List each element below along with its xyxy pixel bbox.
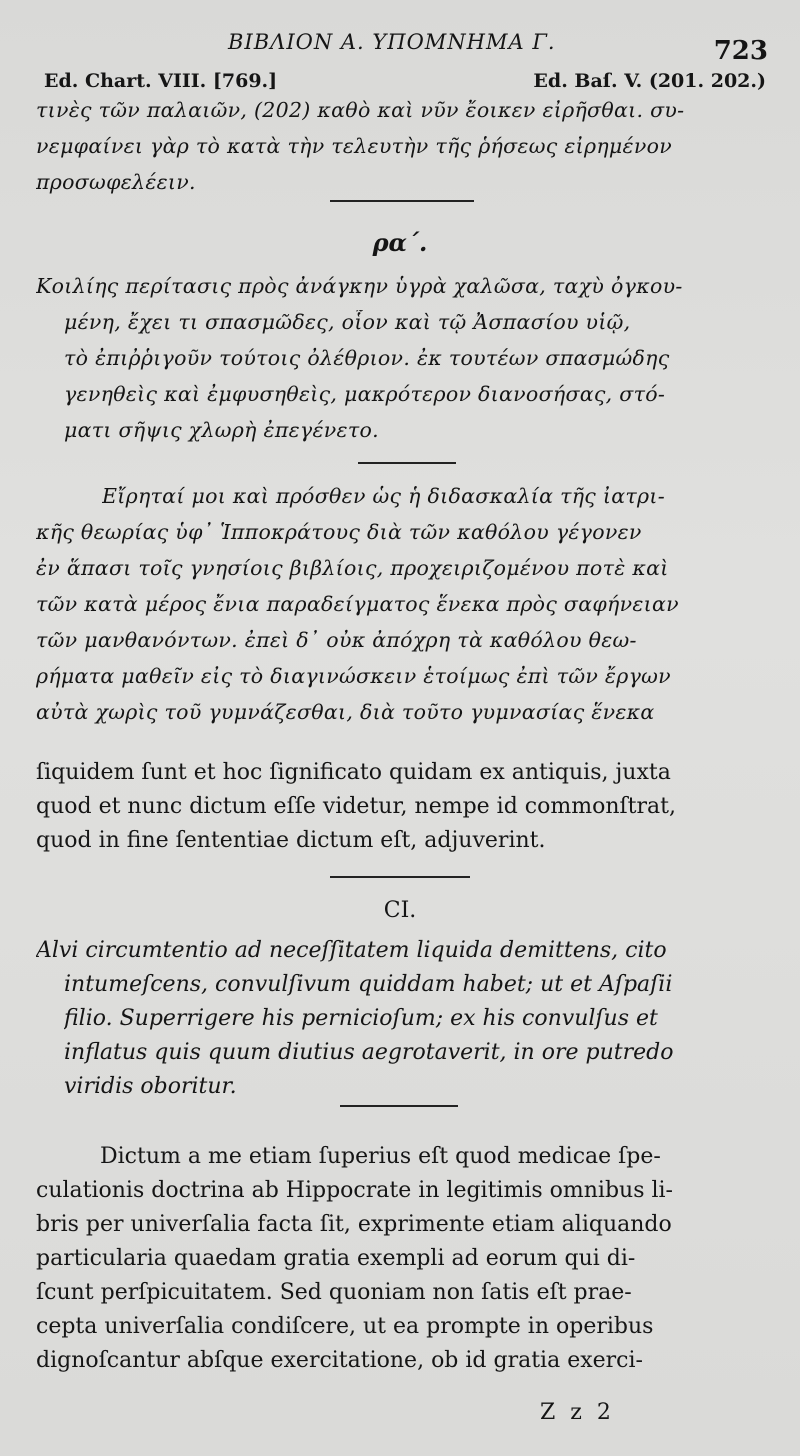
greek-commentary-line: τῶν κατὰ μέρος ἔνια παραδείγματος ἕνεκα πρὸς σαφήνειαν bbox=[36, 592, 679, 616]
running-title: ΒΙΒΛΙΟΝ Α. ΥΠΟΜΝΗΜΑ Γ. bbox=[228, 30, 556, 54]
greek-aphorism-line: γενηθεὶς καὶ ἐμφυσηθεὶς, μακρότερον διανοσήσας, στό- bbox=[64, 382, 666, 406]
greek-commentary-line: κῆς θεωρίας ὑφ᾽ Ἱπποκράτους διὰ τῶν καθόλου γέγονεν bbox=[36, 520, 642, 544]
greek-commentary-line: αὐτὰ χωρὶς τοῦ γυμνάζεσθαι, διὰ τοῦτο γυμνασίας ἕνεκα bbox=[36, 700, 655, 724]
greek-commentary-line: Εἴρηταί μοι καὶ πρόσθεν ὡς ἡ διδασκαλία τῆς ἰατρι- bbox=[102, 484, 665, 508]
latin-aphorism-line: viridis oboritur. bbox=[64, 1074, 237, 1099]
greek-intro-line: τινὲς τῶν παλαιῶν, (202) καθὸ καὶ νῦν ἔοικεν εἰρῆσθαι. συ- bbox=[36, 98, 685, 122]
section-divider bbox=[358, 462, 456, 464]
section-divider bbox=[330, 200, 474, 202]
section-divider bbox=[330, 876, 470, 878]
section-divider bbox=[340, 1105, 458, 1107]
greek-intro-line: προσωφελέειν. bbox=[36, 170, 196, 194]
latin-aphorism-line: intumeſcens, convulſivum quiddam habet; ut et Aſpaſii bbox=[64, 972, 673, 997]
latin-aphorism-line: filio. Superrigere his pernicioſum; ex his convulſus et bbox=[64, 1006, 658, 1031]
latin-commentary-line: bris per univerſalia facta ſit, exprimente etiam aliquando bbox=[36, 1212, 672, 1237]
signature-mark: Z z 2 bbox=[540, 1400, 615, 1425]
latin-section-number: CI. bbox=[383, 898, 417, 923]
greek-intro-line: νεμφαίνει γὰρ τὸ κατὰ τὴν τελευτὴν τῆς ῥήσεως εἰρημένον bbox=[36, 134, 673, 158]
edition-chart-reference: Ed. Chart. VIII. [769.] bbox=[44, 70, 278, 92]
latin-commentary-line: ſcunt perſpicuitatem. Sed quoniam non ſatis eſt prae- bbox=[36, 1280, 632, 1305]
greek-commentary-line: τῶν μανθανόντων. ἐπεὶ δ᾽ οὐκ ἀπόχρη τὰ καθόλου θεω- bbox=[36, 628, 637, 652]
latin-commentary-line: Dictum a me etiam ſuperius eſt quod medicae ſpe- bbox=[100, 1144, 661, 1169]
page-number: 723 bbox=[713, 36, 768, 66]
greek-aphorism-line: τὸ ἐπιῤῥιγοῦν τούτοις ὀλέθριον. ἐκ τουτέων σπασμώδης bbox=[64, 346, 670, 370]
latin-intro-line: quod in fine ſententiae dictum eſt, adjuverint. bbox=[36, 828, 546, 853]
greek-section-number: ρα΄. bbox=[372, 228, 428, 257]
edition-basel-reference: Ed. Baſ. V. (201. 202.) bbox=[533, 70, 766, 92]
greek-commentary-line: ρήματα μαθεῖν εἰς τὸ διαγινώσκειν ἑτοίμως ἐπὶ τῶν ἔργων bbox=[36, 664, 671, 688]
greek-aphorism-line: μένη, ἔχει τι σπασμῶδες, οἷον καὶ τῷ Ἀσπασίου υἱῷ, bbox=[64, 310, 631, 334]
latin-commentary-line: particularia quaedam gratia exempli ad eorum qui di- bbox=[36, 1246, 636, 1271]
latin-intro-line: quod et nunc dictum eſſe videtur, nempe id commonſtrat, bbox=[36, 794, 676, 819]
latin-aphorism-line: inflatus quis quum diutius aegrotaverit, in ore putredo bbox=[64, 1040, 674, 1065]
latin-commentary-line: dignoſcantur abſque exercitatione, ob id gratia exerci- bbox=[36, 1348, 643, 1373]
greek-aphorism-line: Κοιλίης περίτασις πρὸς ἀνάγκην ὑγρὰ χαλῶσα, ταχὺ ὀγκου- bbox=[36, 274, 683, 298]
latin-aphorism-line: Alvi circumtentio ad neceſſitatem liquida demittens, cito bbox=[36, 938, 667, 963]
latin-intro-line: ſiquidem ſunt et hoc ſignificato quidam ex antiquis, juxta bbox=[36, 760, 671, 785]
greek-aphorism-line: ματι σῆψις χλωρὴ ἐπεγένετο. bbox=[64, 418, 379, 442]
latin-commentary-line: culationis doctrina ab Hippocrate in legitimis omnibus li- bbox=[36, 1178, 673, 1203]
greek-commentary-line: ἐν ἅπασι τοῖς γνησίοις βιβλίοις, προχειριζομένου ποτὲ καὶ bbox=[36, 556, 669, 580]
latin-commentary-line: cepta univerſalia condiſcere, ut ea prompte in operibus bbox=[36, 1314, 654, 1339]
